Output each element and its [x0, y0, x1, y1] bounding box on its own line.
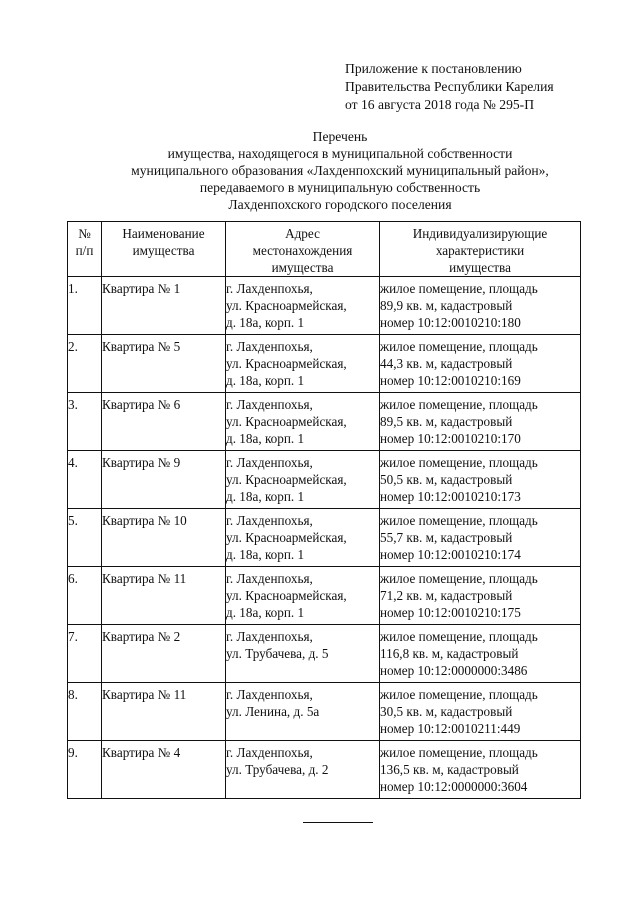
- header-line: Адрес: [285, 226, 320, 241]
- cell-address: [226, 393, 380, 451]
- cell-characteristics: [380, 625, 581, 683]
- cell-number: [68, 741, 102, 799]
- table-row: [68, 393, 581, 451]
- header-characteristics: [380, 222, 581, 277]
- cell-line: 5.: [68, 513, 78, 528]
- table-header-row: [68, 222, 581, 277]
- cell-characteristics: [380, 451, 581, 509]
- cell-line: ул. Красноармейская,: [226, 356, 347, 371]
- appendix-note: [345, 60, 554, 114]
- cell-line: номер 10:12:0010210:173: [380, 489, 521, 504]
- heading-line: Перечень: [312, 129, 368, 144]
- cell-line: д. 18а, корп. 1: [226, 431, 305, 446]
- cell-name: [102, 451, 226, 509]
- cell-number: [68, 567, 102, 625]
- header-line: №: [78, 226, 91, 241]
- cell-line: 4.: [68, 455, 78, 470]
- cell-line: г. Лахденпохья,: [226, 455, 313, 470]
- cell-line: 30,5 кв. м, кадастровый: [380, 704, 513, 719]
- cell-address: [226, 683, 380, 741]
- cell-characteristics: [380, 683, 581, 741]
- table-row: [68, 683, 581, 741]
- cell-line: жилое помещение, площадь: [380, 281, 538, 296]
- cell-line: г. Лахденпохья,: [226, 339, 313, 354]
- cell-number: [68, 683, 102, 741]
- cell-line: 89,5 кв. м, кадастровый: [380, 414, 513, 429]
- header-address: [226, 222, 380, 277]
- cell-line: номер 10:12:0010210:170: [380, 431, 521, 446]
- cell-line: 9.: [68, 745, 78, 760]
- cell-line: 6.: [68, 571, 78, 586]
- cell-address: [226, 335, 380, 393]
- header-line: имущества: [449, 260, 511, 275]
- table-row: [68, 277, 581, 335]
- header-line: Наименование: [122, 226, 205, 241]
- cell-line: номер 10:12:0010210:175: [380, 605, 521, 620]
- cell-line: 3.: [68, 397, 78, 412]
- cell-line: д. 18а, корп. 1: [226, 605, 305, 620]
- cell-number: [68, 509, 102, 567]
- heading-line: Лахденпохского городского поселения: [228, 197, 452, 212]
- cell-line: жилое помещение, площадь: [380, 455, 538, 470]
- header-number: [68, 222, 102, 277]
- cell-line: Квартира № 4: [102, 745, 181, 760]
- cell-line: г. Лахденпохья,: [226, 745, 313, 760]
- cell-line: жилое помещение, площадь: [380, 571, 538, 586]
- cell-name: [102, 683, 226, 741]
- cell-line: д. 18а, корп. 1: [226, 373, 305, 388]
- cell-line: номер 10:12:0000000:3486: [380, 663, 528, 678]
- cell-line: г. Лахденпохья,: [226, 629, 313, 644]
- property-table: [67, 221, 581, 799]
- cell-number: [68, 335, 102, 393]
- cell-line: Квартира № 6: [102, 397, 181, 412]
- appendix-line: Приложение к постановлению: [345, 61, 522, 76]
- cell-name: [102, 567, 226, 625]
- heading-line: муниципального образования «Лахденпохский муниципальный район»,: [131, 163, 549, 178]
- cell-line: д. 18а, корп. 1: [226, 547, 305, 562]
- cell-line: жилое помещение, площадь: [380, 513, 538, 528]
- cell-characteristics: [380, 567, 581, 625]
- cell-address: [226, 277, 380, 335]
- cell-address: [226, 625, 380, 683]
- header-line: п/п: [75, 243, 94, 258]
- cell-number: [68, 277, 102, 335]
- cell-line: г. Лахденпохья,: [226, 571, 313, 586]
- cell-line: номер 10:12:0000000:3604: [380, 779, 528, 794]
- cell-characteristics: [380, 741, 581, 799]
- header-name: [102, 222, 226, 277]
- table-row: [68, 509, 581, 567]
- cell-number: [68, 451, 102, 509]
- cell-number: [68, 625, 102, 683]
- table-row: [68, 335, 581, 393]
- cell-line: Квартира № 2: [102, 629, 181, 644]
- cell-line: ул. Ленина, д. 5а: [226, 704, 320, 719]
- appendix-line: от 16 августа 2018 года № 295-П: [345, 97, 535, 112]
- cell-line: номер 10:12:0010210:169: [380, 373, 521, 388]
- cell-characteristics: [380, 277, 581, 335]
- cell-line: 116,8 кв. м, кадастровый: [380, 646, 519, 661]
- footer-divider: [303, 822, 373, 823]
- cell-line: 89,9 кв. м, кадастровый: [380, 298, 513, 313]
- cell-line: Квартира № 5: [102, 339, 181, 354]
- heading-line: имущества, находящегося в муниципальной собственности: [167, 146, 513, 161]
- cell-line: Квартира № 11: [102, 571, 187, 586]
- cell-line: г. Лахденпохья,: [226, 687, 313, 702]
- table-row: [68, 741, 581, 799]
- cell-line: номер 10:12:0010210:180: [380, 315, 521, 330]
- cell-line: номер 10:12:0010210:174: [380, 547, 521, 562]
- cell-line: Квартира № 11: [102, 687, 187, 702]
- cell-line: номер 10:12:0010211:449: [380, 721, 521, 736]
- header-line: Индивидуализирующие: [412, 226, 548, 241]
- cell-line: жилое помещение, площадь: [380, 397, 538, 412]
- cell-line: д. 18а, корп. 1: [226, 489, 305, 504]
- cell-address: [226, 509, 380, 567]
- document-heading: [60, 128, 620, 213]
- appendix-line: Правительства Республики Карелия: [345, 79, 554, 94]
- cell-address: [226, 451, 380, 509]
- cell-line: 71,2 кв. м, кадастровый: [380, 588, 513, 603]
- cell-line: Квартира № 1: [102, 281, 181, 296]
- cell-line: ул. Красноармейская,: [226, 298, 347, 313]
- cell-line: 136,5 кв. м, кадастровый: [380, 762, 519, 777]
- table-body: [68, 277, 581, 799]
- cell-name: [102, 277, 226, 335]
- cell-address: [226, 567, 380, 625]
- cell-line: ул. Красноармейская,: [226, 588, 347, 603]
- cell-number: [68, 393, 102, 451]
- cell-line: ул. Трубачева, д. 5: [226, 646, 329, 661]
- cell-line: ул. Красноармейская,: [226, 472, 347, 487]
- table-row: [68, 567, 581, 625]
- cell-characteristics: [380, 393, 581, 451]
- table-row: [68, 451, 581, 509]
- cell-name: [102, 509, 226, 567]
- header-line: имущества: [271, 260, 334, 275]
- heading-line: передаваемого в муниципальную собственность: [199, 180, 481, 195]
- cell-line: жилое помещение, площадь: [380, 629, 538, 644]
- cell-characteristics: [380, 509, 581, 567]
- cell-line: 8.: [68, 687, 78, 702]
- cell-line: Квартира № 9: [102, 455, 181, 470]
- cell-line: 1.: [68, 281, 78, 296]
- header-line: характеристики: [435, 243, 525, 258]
- cell-name: [102, 741, 226, 799]
- cell-line: г. Лахденпохья,: [226, 513, 313, 528]
- header-line: местонахождения: [252, 243, 353, 258]
- cell-address: [226, 741, 380, 799]
- cell-name: [102, 393, 226, 451]
- cell-line: г. Лахденпохья,: [226, 397, 313, 412]
- cell-line: 7.: [68, 629, 78, 644]
- cell-name: [102, 335, 226, 393]
- cell-characteristics: [380, 335, 581, 393]
- cell-line: ул. Трубачева, д. 2: [226, 762, 329, 777]
- cell-line: 55,7 кв. м, кадастровый: [380, 530, 513, 545]
- header-line: имущества: [132, 243, 195, 258]
- cell-line: жилое помещение, площадь: [380, 339, 538, 354]
- cell-line: ул. Красноармейская,: [226, 530, 347, 545]
- cell-line: жилое помещение, площадь: [380, 687, 538, 702]
- cell-line: г. Лахденпохья,: [226, 281, 313, 296]
- cell-line: ул. Красноармейская,: [226, 414, 347, 429]
- cell-line: жилое помещение, площадь: [380, 745, 538, 760]
- cell-line: 44,3 кв. м, кадастровый: [380, 356, 513, 371]
- cell-line: д. 18а, корп. 1: [226, 315, 305, 330]
- cell-name: [102, 625, 226, 683]
- cell-line: 2.: [68, 339, 78, 354]
- cell-line: Квартира № 10: [102, 513, 187, 528]
- table-row: [68, 625, 581, 683]
- cell-line: 50,5 кв. м, кадастровый: [380, 472, 513, 487]
